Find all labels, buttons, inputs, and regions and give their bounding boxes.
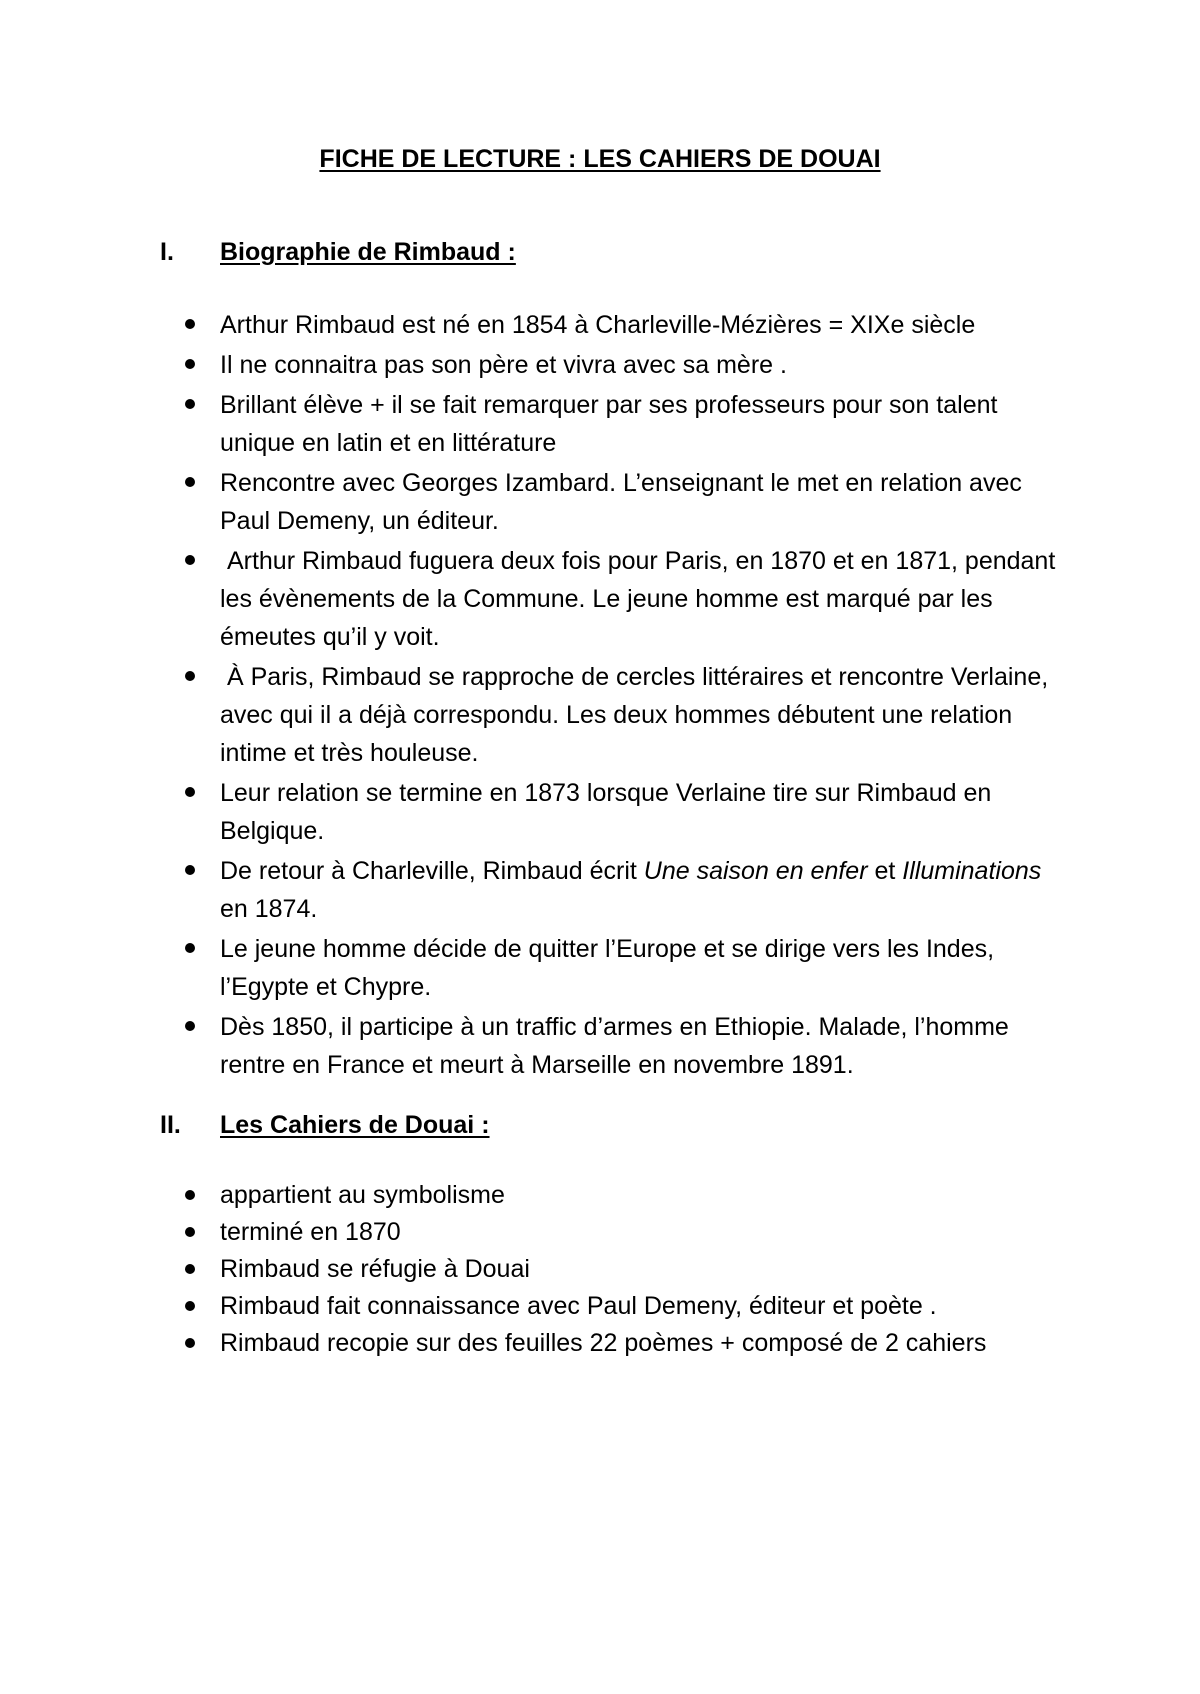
list-item-text: appartient au symbolisme <box>220 1181 505 1209</box>
work-title: Illuminations <box>902 857 1042 885</box>
bullet-icon <box>185 1264 195 1274</box>
biography-list <box>220 306 1070 1086</box>
list-item-text: Leur relation se termine en 1873 lorsque Verlaine tire sur Rimbaud en Belgique. <box>220 779 992 845</box>
list-item-text: À Paris, Rimbaud se rapproche de cercles littéraires et rencontre Verlaine, avec qui il a déjà correspondu. Les deux hommes débutent une relation intime et très houleuse. <box>220 663 1056 767</box>
list-item <box>220 658 1070 772</box>
document-title: FICHE DE LECTURE : LES CAHIERS DE DOUAI <box>319 145 881 173</box>
list-item <box>220 930 1070 1006</box>
bullet-icon <box>185 865 195 875</box>
list-item-text: Il ne connaitra pas son père et vivra avec sa mère . <box>220 351 787 379</box>
bullet-icon <box>185 1338 195 1348</box>
section-title: Les Cahiers de Douai : <box>220 1111 490 1139</box>
list-item-text: Le jeune homme décide de quitter l’Europe et se dirige vers les Indes, l’Egypte et Chypre. <box>220 935 995 1001</box>
list-item-text: Brillant élève + il se fait remarquer par ses professeurs pour son talent unique en latin et en littérature <box>220 391 998 457</box>
list-item <box>220 1008 1070 1084</box>
bullet-icon <box>185 399 195 409</box>
list-item-text: Arthur Rimbaud fuguera deux fois pour Paris, en 1870 et en 1871, pendant les évènements de la Commune. Le jeune homme est marqué par les émeutes qu’il y voit. <box>220 547 1063 651</box>
list-item-text: Rimbaud se réfugie à Douai <box>220 1255 530 1283</box>
list-item <box>220 1177 1070 1214</box>
bullet-icon <box>185 787 195 797</box>
list-item-text: Dès 1850, il participe à un traffic d’armes en Ethiopie. Malade, l’homme rentre en France et meurt à Marseille en novembre 1891. <box>220 1013 1009 1079</box>
list-item <box>220 774 1070 850</box>
list-item <box>220 306 1070 344</box>
list-item <box>220 346 1070 384</box>
list-item-text-pre: De retour à Charleville, Rimbaud écrit <box>220 857 644 885</box>
cahiers-list <box>220 1177 1070 1362</box>
section-number: I. <box>160 238 174 266</box>
section-number: II. <box>160 1111 181 1139</box>
list-item <box>220 542 1070 656</box>
bullet-icon <box>185 555 195 565</box>
work-title: Une saison en enfer <box>643 857 868 885</box>
list-item <box>220 1214 1070 1251</box>
list-item-text-mid: et <box>867 857 903 885</box>
bullet-icon <box>185 1227 195 1237</box>
list-item <box>220 1325 1070 1362</box>
list-item <box>220 1251 1070 1288</box>
list-item-text: terminé en 1870 <box>220 1218 401 1246</box>
list-item <box>220 386 1070 462</box>
list-item <box>220 852 1070 928</box>
bullet-icon <box>185 359 195 369</box>
bullet-icon <box>185 1301 195 1311</box>
bullet-icon <box>185 943 195 953</box>
list-item-text-post: en 1874. <box>220 895 318 923</box>
bullet-icon <box>185 671 195 681</box>
list-item <box>220 464 1070 540</box>
list-item-text: Rimbaud recopie sur des feuilles 22 poèmes + composé de 2 cahiers <box>220 1329 987 1357</box>
list-item-text: Rencontre avec Georges Izambard. L’enseignant le met en relation avec Paul Demeny, un éditeur. <box>220 469 1022 535</box>
bullet-icon <box>185 319 195 329</box>
list-item <box>220 1288 1070 1325</box>
bullet-icon <box>185 1190 195 1200</box>
bullet-icon <box>185 477 195 487</box>
bullet-icon <box>185 1021 195 1031</box>
list-item-text: Arthur Rimbaud est né en 1854 à Charleville-Mézières = XIXe siècle <box>220 311 976 339</box>
section-title: Biographie de Rimbaud : <box>220 238 516 266</box>
list-item-text: Rimbaud fait connaissance avec Paul Demeny, éditeur et poète . <box>220 1292 937 1320</box>
